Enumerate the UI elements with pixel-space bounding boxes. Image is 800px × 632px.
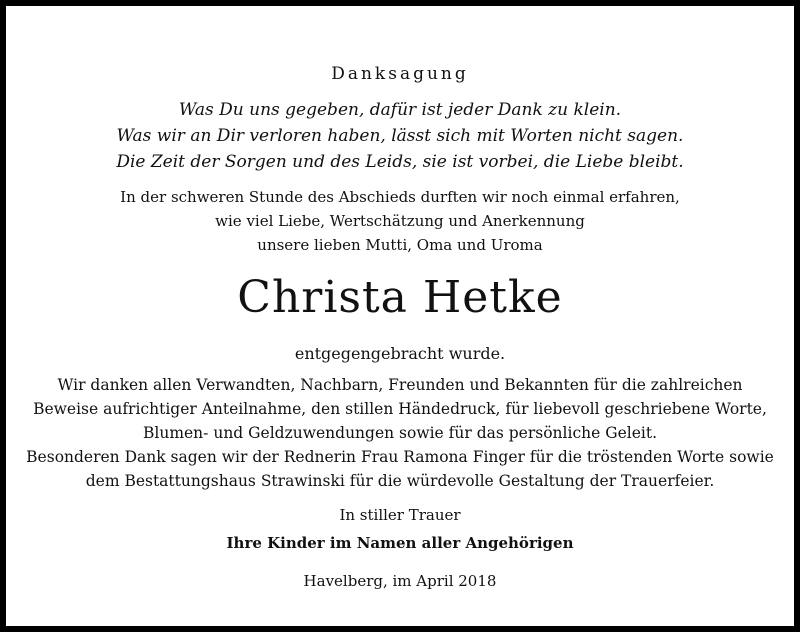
after-name-text: entgegengebracht wurde. — [294, 344, 506, 363]
body-line-5: dem Bestattungshaus Strawinski für die würdevolle Gestaltung der Trauerfeier. — [85, 472, 715, 490]
intro-line-3: unsere lieben Mutti, Oma und Uroma — [257, 236, 543, 254]
body-line-2: Beweise aufrichtiger Anteilnahme, den stillen Händedruck, für liebevoll geschriebene Worte, — [33, 400, 767, 418]
body-line-4: Besonderen Dank sagen wir der Rednerin Frau Ramona Finger für die tröstenden Worte sowie — [26, 448, 774, 466]
poem-line-1: Was Du uns gegeben, dafür ist jeder Dank zu klein. — [178, 100, 622, 120]
body-line-1: Wir danken allen Verwandten, Nachbarn, Freunden und Bekannten für die zahlreichen — [57, 376, 743, 394]
place-date: Havelberg, im April 2018 — [303, 572, 497, 590]
poem-line-3: Die Zeit der Sorgen und des Leids, sie ist vorbei, die Liebe bleibt. — [116, 152, 684, 172]
deceased-name: Christa Hetke — [237, 272, 563, 323]
body-line-3: Blumen- und Geldzuwendungen sowie für das persönliche Geleit. — [142, 424, 658, 442]
poem-line-2: Was wir an Dir verloren haben, lässt sich mit Worten nicht sagen. — [116, 126, 684, 146]
signature: Ihre Kinder im Namen aller Angehörigen — [226, 534, 574, 552]
intro-line-2: wie viel Liebe, Wertschätzung und Anerkennung — [215, 212, 585, 230]
closing-text: In stiller Trauer — [339, 506, 461, 524]
notice-title: Danksagung — [331, 64, 469, 84]
intro-line-1: In der schweren Stunde des Abschieds durften wir noch einmal erfahren, — [120, 188, 680, 206]
